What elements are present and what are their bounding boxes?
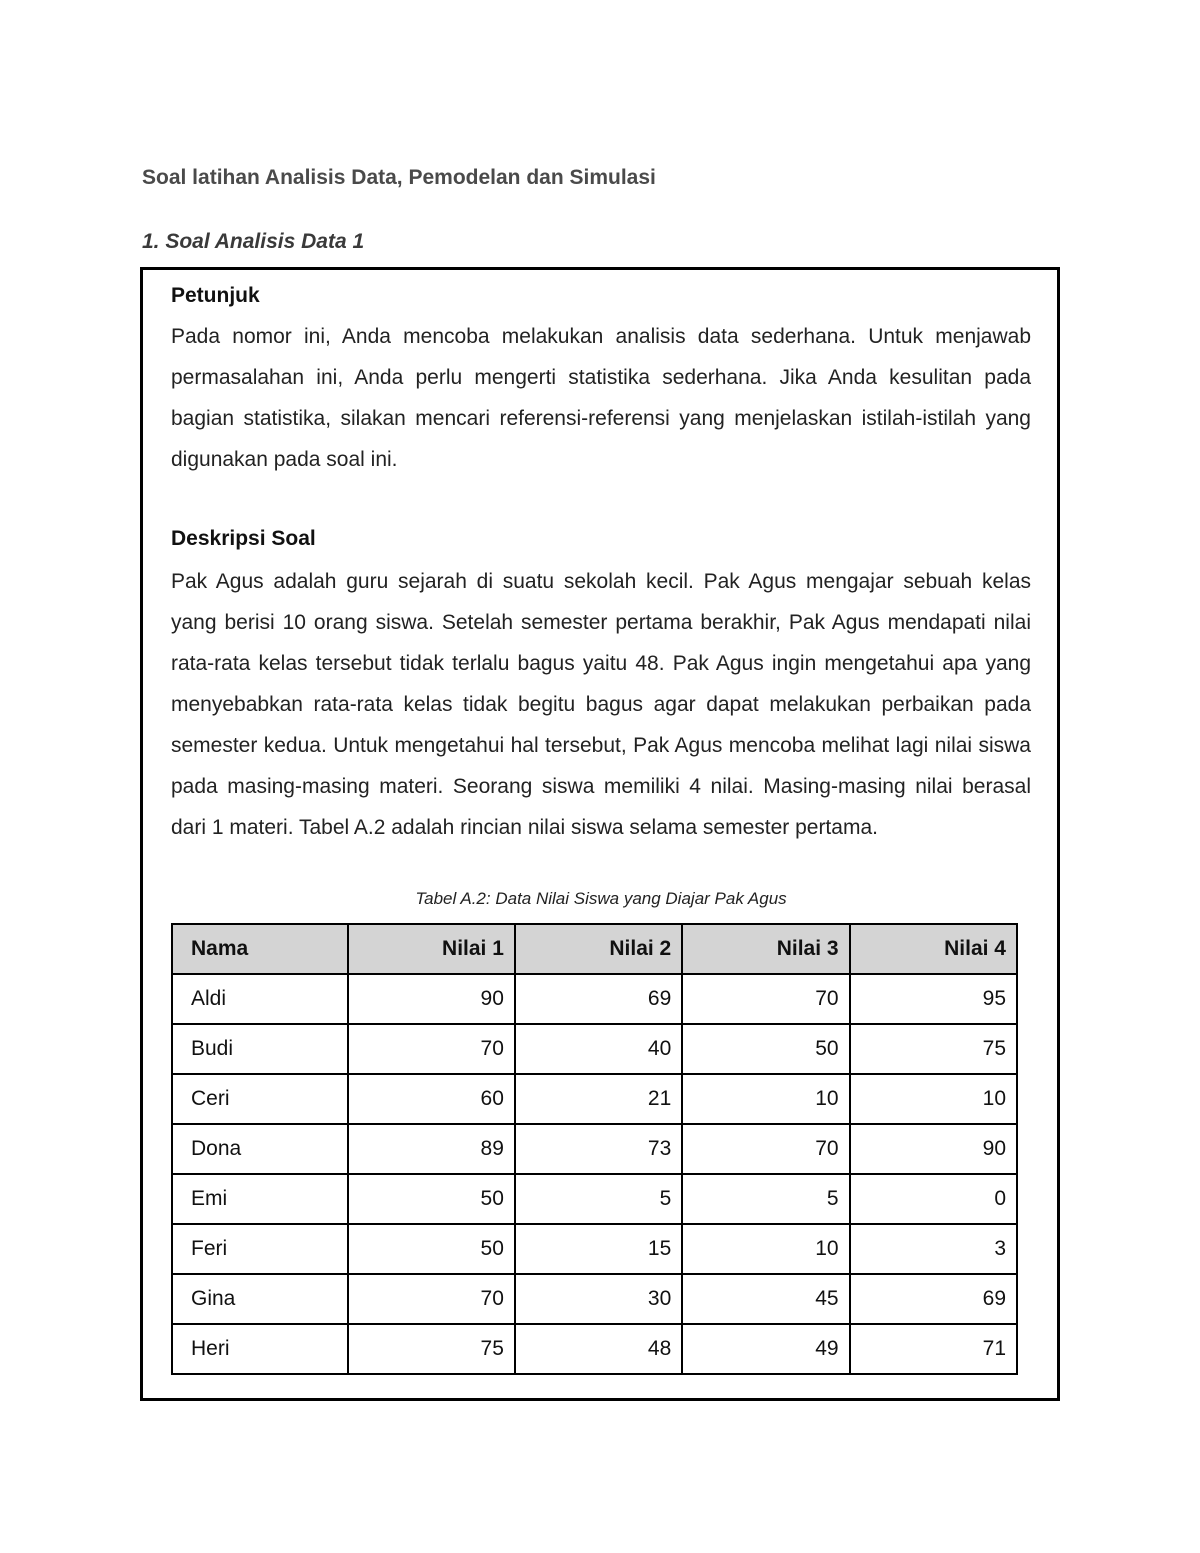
score-cell: 89	[348, 1124, 515, 1174]
score-cell: 95	[850, 974, 1017, 1024]
header-cell-nilai-1: Nilai 1	[348, 924, 515, 974]
grades-table	[171, 923, 1018, 1375]
score-cell: 5	[682, 1174, 849, 1224]
score-cell: 21	[515, 1074, 682, 1124]
score-cell: 50	[348, 1174, 515, 1224]
question-box	[140, 267, 1060, 1401]
description-text: Pak Agus adalah guru sejarah di suatu sekolah kecil. Pak Agus mengajar sebuah kelas yang berisi 10 orang siswa. Setelah semester pertama berakhir, Pak Agus mendapati nilai rata-rata kelas tersebut tidak terlalu bagus yaitu 48. Pak Agus ingin mengetahui apa yang menyebabkan rata-rata kelas tidak begitu bagus agar dapat melakukan perbaikan pada semester kedua. Untuk mengetahui hal tersebut, Pak Agus mencoba melihat lagi nilai siswa pada masing-masing materi. Seorang siswa memiliki 4 nilai. Masing-masing nilai berasal dari 1 materi. Tabel A.2 adalah rincian nilai siswa selama semester pertama.	[171, 570, 1031, 839]
table-row	[172, 1124, 1017, 1174]
section-heading: 1. Soal Analisis Data 1	[142, 230, 365, 253]
instructions-heading: Petunjuk	[171, 284, 260, 307]
score-cell: 10	[850, 1074, 1017, 1124]
header-cell-nilai-4: Nilai 4	[850, 924, 1017, 974]
student-name-cell: Ceri	[172, 1074, 348, 1124]
table-row	[172, 1024, 1017, 1074]
score-cell: 60	[348, 1074, 515, 1124]
student-name-cell: Dona	[172, 1124, 348, 1174]
score-cell: 45	[682, 1274, 849, 1324]
table-row	[172, 1224, 1017, 1274]
table-row	[172, 1274, 1017, 1324]
score-cell: 10	[682, 1074, 849, 1124]
score-cell: 70	[682, 1124, 849, 1174]
table-caption: Tabel A.2: Data Nilai Siswa yang Diajar Pak Agus	[415, 889, 787, 908]
score-cell: 50	[348, 1224, 515, 1274]
score-cell: 5	[515, 1174, 682, 1224]
score-cell: 50	[682, 1024, 849, 1074]
score-cell: 71	[850, 1324, 1017, 1374]
student-name-cell: Budi	[172, 1024, 348, 1074]
score-cell: 70	[348, 1024, 515, 1074]
header-cell-name: Nama	[172, 924, 348, 974]
score-cell: 70	[682, 974, 849, 1024]
student-name-cell: Heri	[172, 1324, 348, 1374]
score-cell: 10	[682, 1224, 849, 1274]
description-heading: Deskripsi Soal	[171, 527, 316, 550]
score-cell: 40	[515, 1024, 682, 1074]
score-cell: 90	[348, 974, 515, 1024]
student-name-cell: Feri	[172, 1224, 348, 1274]
score-cell: 70	[348, 1274, 515, 1324]
student-name-cell: Aldi	[172, 974, 348, 1024]
score-cell: 75	[850, 1024, 1017, 1074]
student-name-cell: Emi	[172, 1174, 348, 1224]
score-cell: 48	[515, 1324, 682, 1374]
instructions-text: Pada nomor ini, Anda mencoba melakukan analisis data sederhana. Untuk menjawab permasalahan ini, Anda perlu mengerti statistika sederhana. Jika Anda kesulitan pada bagian statistika, silakan mencari referensi-referensi yang menjelaskan istilah-istilah yang digunakan pada soal ini.	[171, 325, 1031, 471]
table-row	[172, 1074, 1017, 1124]
header-cell-nilai-2: Nilai 2	[515, 924, 682, 974]
score-cell: 49	[682, 1324, 849, 1374]
table-row	[172, 1174, 1017, 1224]
score-cell: 3	[850, 1224, 1017, 1274]
score-cell: 75	[348, 1324, 515, 1374]
student-name-cell: Gina	[172, 1274, 348, 1324]
score-cell: 30	[515, 1274, 682, 1324]
score-cell: 0	[850, 1174, 1017, 1224]
score-cell: 15	[515, 1224, 682, 1274]
score-cell: 73	[515, 1124, 682, 1174]
score-cell: 90	[850, 1124, 1017, 1174]
document-title: Soal latihan Analisis Data, Pemodelan dan Simulasi	[142, 166, 656, 189]
header-cell-nilai-3: Nilai 3	[682, 924, 849, 974]
table-row	[172, 974, 1017, 1024]
score-cell: 69	[850, 1274, 1017, 1324]
table-row	[172, 1324, 1017, 1374]
score-cell: 69	[515, 974, 682, 1024]
table-header-row	[172, 924, 1017, 974]
